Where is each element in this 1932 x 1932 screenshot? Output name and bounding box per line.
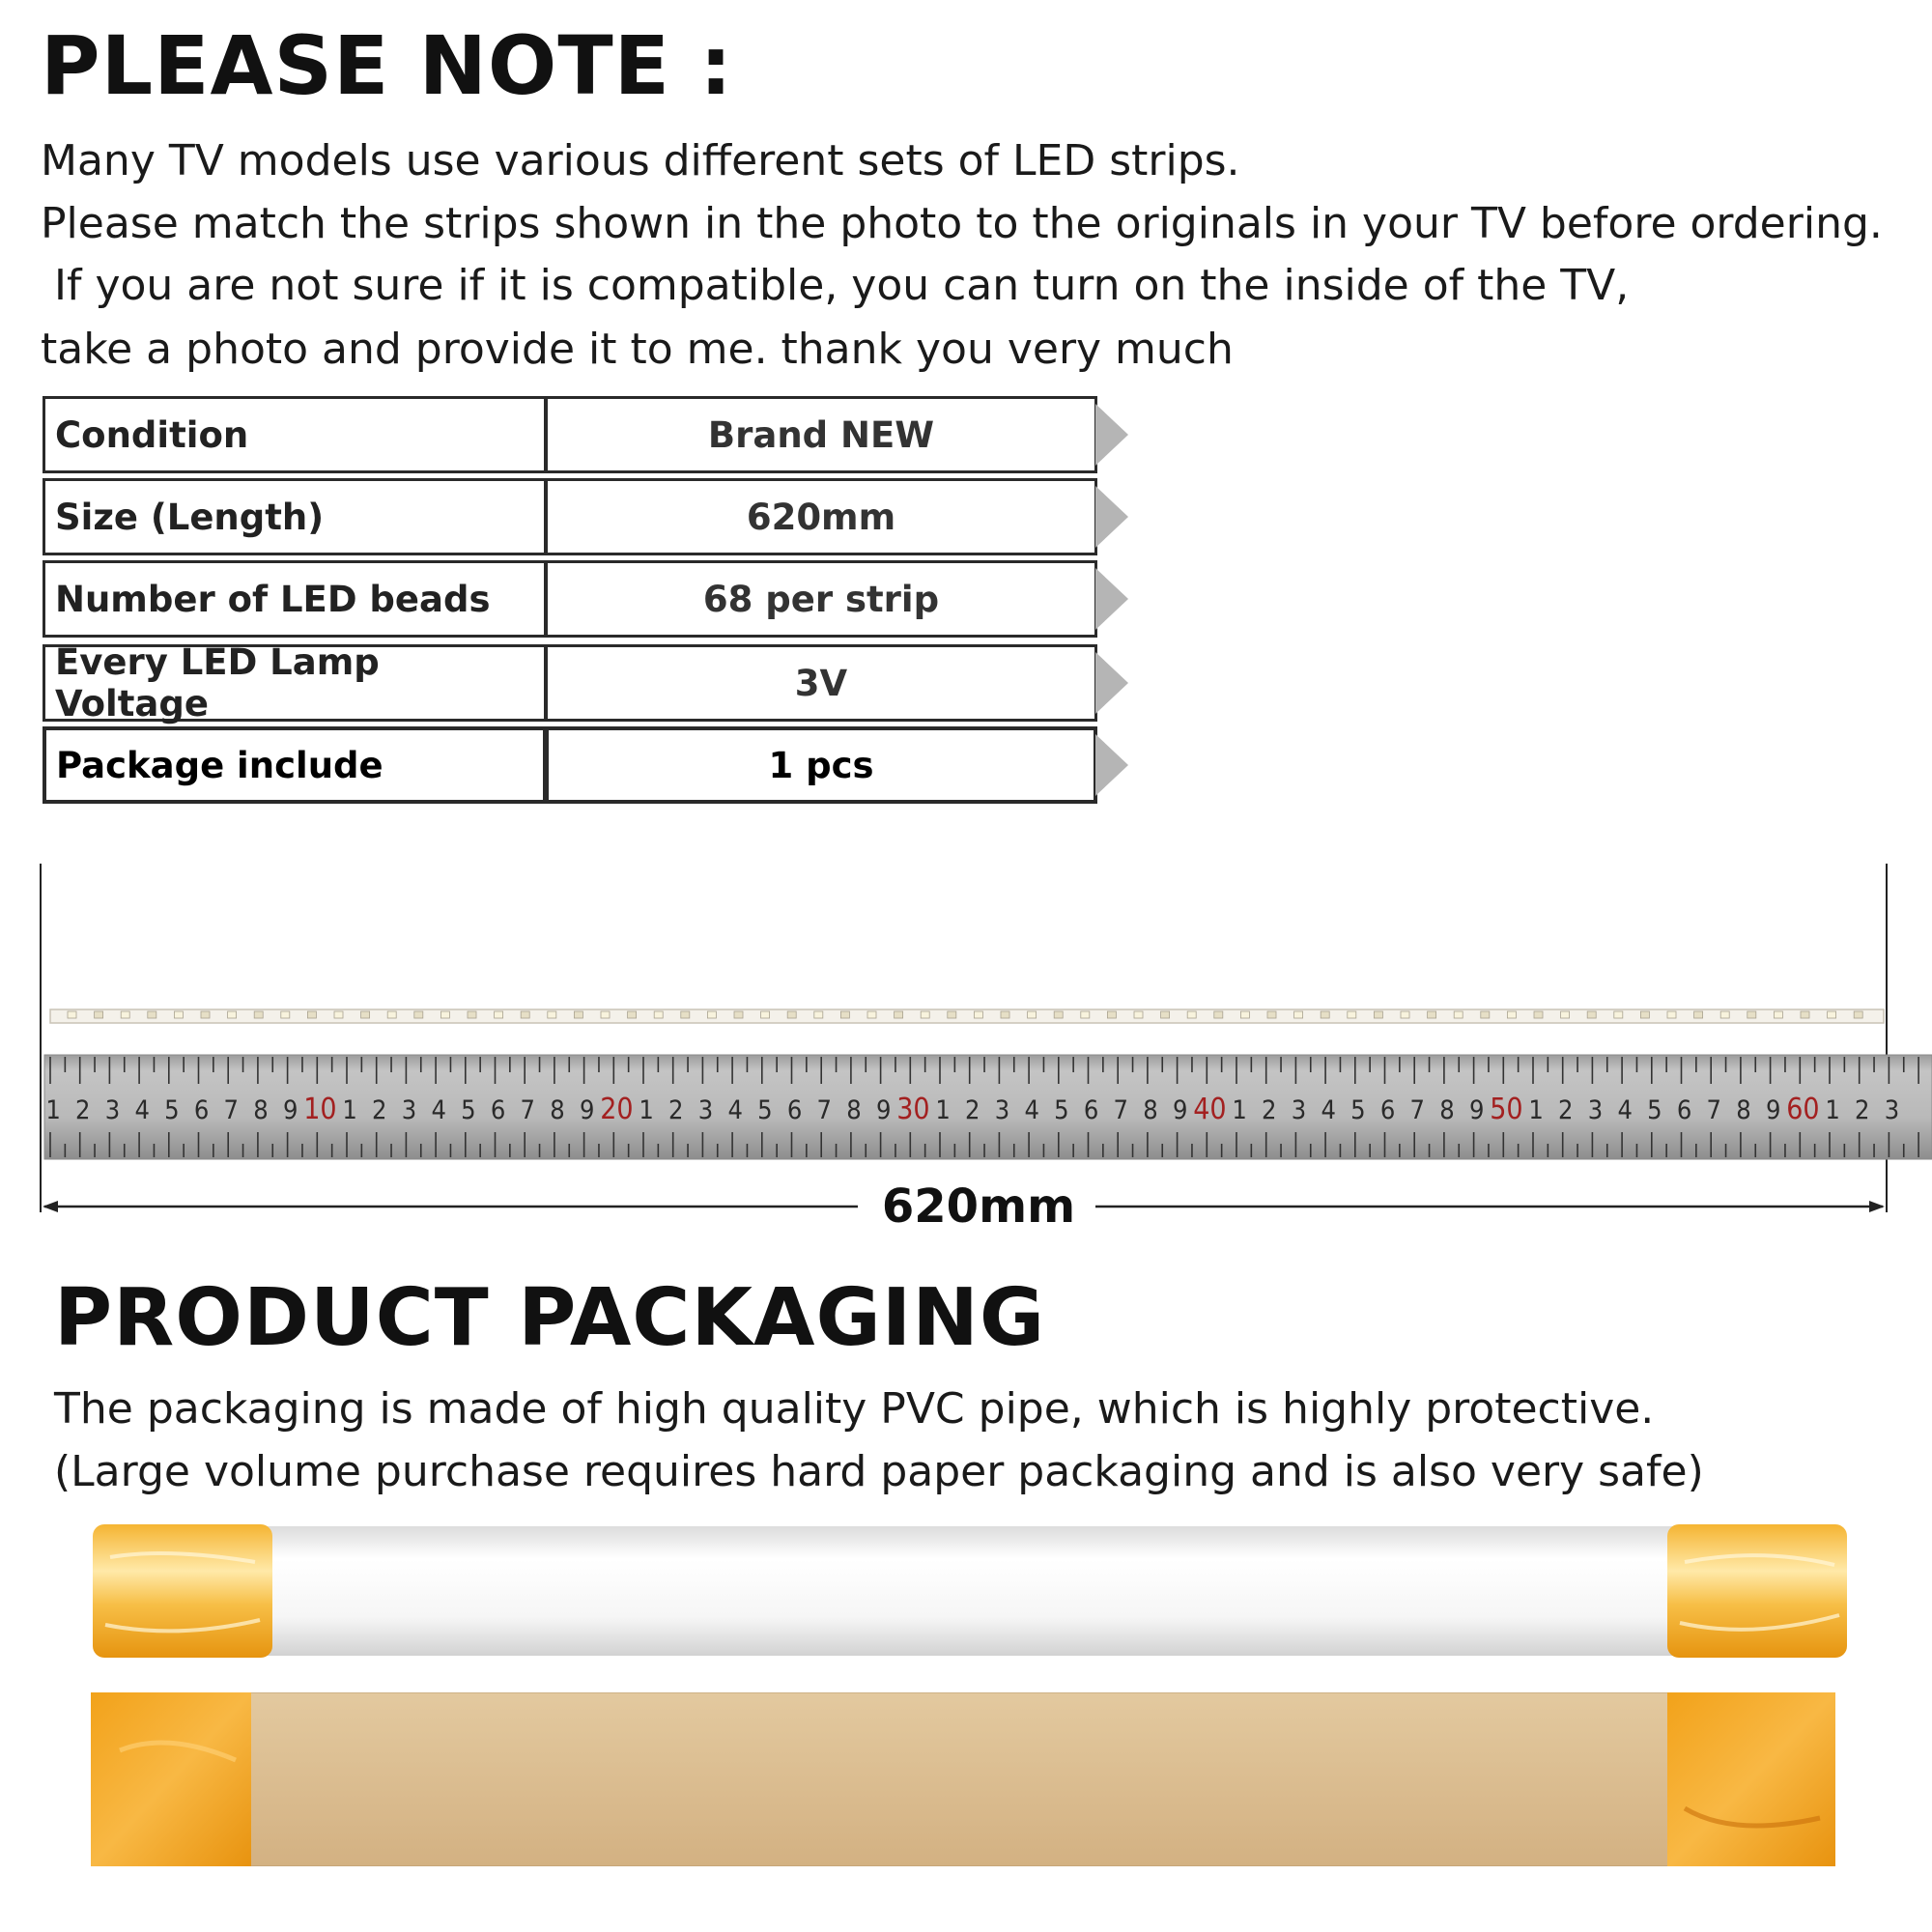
led-bead	[1081, 1011, 1090, 1018]
spec-value: Brand NEW	[545, 396, 1097, 473]
ruler-tick-label: 3	[1587, 1095, 1604, 1125]
ruler-decade-label: 30	[896, 1093, 930, 1126]
spec-row-condition	[43, 396, 1053, 473]
led-bead	[1401, 1011, 1409, 1018]
ruler-tick-label: 4	[727, 1095, 743, 1125]
arrow-right-icon	[1095, 734, 1128, 796]
ruler-tick-label: 5	[1350, 1095, 1366, 1125]
led-bead	[1107, 1011, 1116, 1018]
ruler-tick-label: 9	[875, 1095, 892, 1125]
led-bead	[1561, 1011, 1570, 1018]
ruler-tick-label: 6	[193, 1095, 210, 1125]
led-bead	[1694, 1011, 1703, 1018]
ruler-tick-label: 8	[846, 1095, 862, 1125]
led-bead	[307, 1011, 316, 1018]
arrow-right-icon	[1095, 568, 1128, 630]
ruler-tick-label: 1	[639, 1095, 654, 1125]
ruler-tick-label: 6	[1083, 1095, 1099, 1125]
led-bead	[1720, 1011, 1729, 1018]
kraft-paper-package	[91, 1692, 1835, 1866]
led-bead	[228, 1011, 237, 1018]
ruler-tick-label: 2	[1855, 1095, 1870, 1125]
led-bead	[387, 1011, 396, 1018]
ruler-tick-label: 3	[1884, 1095, 1900, 1125]
ruler-tick-label: 9	[1765, 1095, 1781, 1125]
ruler-tick-label: 4	[431, 1095, 446, 1125]
led-bead	[1028, 1011, 1037, 1018]
led-bead	[548, 1011, 556, 1018]
ruler-tick-label: 6	[1379, 1095, 1396, 1125]
ruler-tick-label: 7	[223, 1095, 239, 1125]
ruler-tick-label: 4	[1024, 1095, 1039, 1125]
pvc-tube-package	[91, 1519, 1849, 1663]
led-bead	[840, 1011, 849, 1018]
length-label: 620mm	[881, 1179, 1076, 1234]
ruler-tick-label: 1	[935, 1095, 951, 1125]
led-bead	[174, 1011, 183, 1018]
led-bead	[521, 1011, 529, 1018]
spec-label: Condition	[43, 396, 547, 473]
led-bead	[1828, 1011, 1836, 1018]
ruler-decade-label: 60	[1786, 1093, 1820, 1126]
dimension-arrow	[43, 1179, 1885, 1234]
led-bead	[921, 1011, 929, 1018]
led-bead	[601, 1011, 610, 1018]
spec-row-package	[43, 726, 1053, 804]
spec-label: Size (Length)	[43, 478, 547, 555]
led-bead	[1801, 1011, 1809, 1018]
tape-right	[1667, 1692, 1835, 1866]
ruler-tick-label: 2	[75, 1095, 91, 1125]
note-line-2: Please match the strips shown in the photo to the originals in your TV before ordering.	[41, 199, 1883, 248]
ruler-tick-label: 2	[965, 1095, 980, 1125]
tape-left	[93, 1524, 272, 1658]
ruler-tick-label: 8	[550, 1095, 565, 1125]
packaging-line-1: The packaging is made of high quality PVC pipe, which is highly protective.	[54, 1384, 1655, 1434]
led-bead	[68, 1011, 76, 1018]
led-bead	[1348, 1011, 1356, 1018]
ruler-tick-label: 9	[282, 1095, 298, 1125]
led-bead	[1294, 1011, 1303, 1018]
ruler-tick-label: 2	[668, 1095, 684, 1125]
ruler-tick-label: 3	[104, 1095, 121, 1125]
led-bead	[867, 1011, 876, 1018]
led-bead	[1374, 1011, 1382, 1018]
led-bead	[681, 1011, 690, 1018]
led-bead	[974, 1011, 982, 1018]
ruler-tick-label: 6	[490, 1095, 506, 1125]
led-bead	[1240, 1011, 1249, 1018]
led-bead	[281, 1011, 290, 1018]
spec-value: 68 per strip	[545, 560, 1097, 638]
ruler-tick-label: 2	[1262, 1095, 1277, 1125]
ruler-tick-label: 6	[786, 1095, 803, 1125]
ruler-tick-label: 2	[372, 1095, 387, 1125]
spec-value: 1 pcs	[545, 726, 1097, 804]
ruler-decade-label: 20	[600, 1093, 634, 1126]
ruler-tick-label: 5	[1054, 1095, 1069, 1125]
led-bead	[361, 1011, 370, 1018]
led-bead	[95, 1011, 103, 1018]
led-bead	[1428, 1011, 1436, 1018]
ruler-tick-label: 2	[1558, 1095, 1574, 1125]
arrow-left-icon	[43, 1201, 58, 1212]
note-line-4: take a photo and provide it to me. thank you very much	[41, 325, 1234, 374]
led-bead	[440, 1011, 449, 1018]
ruler-decade-label: 50	[1490, 1093, 1523, 1126]
ruler-tick-label: 7	[1706, 1095, 1721, 1125]
led-bead	[1614, 1011, 1623, 1018]
led-bead	[121, 1011, 129, 1018]
ruler-tick-label: 8	[1439, 1095, 1455, 1125]
ruler-tick-label: 7	[1409, 1095, 1425, 1125]
led-bead	[787, 1011, 796, 1018]
ruler-decade-label: 10	[303, 1093, 337, 1126]
ruler-tick-label: 3	[401, 1095, 417, 1125]
led-bead	[1214, 1011, 1223, 1018]
led-bead	[1454, 1011, 1463, 1018]
led-bead	[334, 1011, 343, 1018]
spec-row-led-beads	[43, 560, 1053, 638]
led-bead	[628, 1011, 637, 1018]
spec-row-voltage	[43, 641, 1053, 724]
ruler-tick-label: 4	[134, 1095, 150, 1125]
note-line-3: If you are not sure if it is compatible, you can turn on the inside of the TV,	[41, 261, 1630, 310]
ruler-tick-label: 3	[994, 1095, 1010, 1125]
spec-value: 620mm	[545, 478, 1097, 555]
ruler-tick-label: 5	[164, 1095, 180, 1125]
arrow-right-icon	[1095, 652, 1128, 714]
led-bead	[1001, 1011, 1009, 1018]
led-strip	[50, 1009, 1884, 1023]
ruler-tick-label: 1	[1232, 1095, 1247, 1125]
led-bead	[1054, 1011, 1063, 1018]
led-bead	[707, 1011, 716, 1018]
steel-ruler	[44, 1055, 1932, 1159]
ruler-tick-label: 9	[1172, 1095, 1188, 1125]
led-bead	[1774, 1011, 1782, 1018]
led-bead	[254, 1011, 263, 1018]
led-bead	[574, 1011, 582, 1018]
led-bead	[495, 1011, 503, 1018]
tape-left	[91, 1692, 251, 1866]
led-bead	[1321, 1011, 1329, 1018]
led-bead	[1747, 1011, 1756, 1018]
spec-label: Every LED Lamp Voltage	[43, 644, 547, 722]
led-bead	[1134, 1011, 1143, 1018]
led-bead	[1507, 1011, 1516, 1018]
led-bead	[1587, 1011, 1596, 1018]
ruler-tick-label: 9	[579, 1095, 595, 1125]
led-bead	[1481, 1011, 1490, 1018]
ruler-tick-label: 7	[520, 1095, 535, 1125]
ruler-tick-label: 4	[1617, 1095, 1633, 1125]
ruler-tick-label: 7	[816, 1095, 832, 1125]
ruler-tick-label: 5	[1647, 1095, 1662, 1125]
led-bead	[148, 1011, 156, 1018]
ruler-tick-label: 8	[1143, 1095, 1158, 1125]
led-bead	[1267, 1011, 1276, 1018]
ruler-tick-label: 1	[342, 1095, 357, 1125]
spec-row-size	[43, 478, 1053, 555]
arrow-right-icon	[1869, 1201, 1885, 1212]
ruler-tick-label: 1	[45, 1095, 61, 1125]
led-bead	[948, 1011, 956, 1018]
ruler-tick-label: 8	[253, 1095, 269, 1125]
ruler-tick-label: 1	[1528, 1095, 1544, 1125]
ruler-decade-label: 40	[1193, 1093, 1227, 1126]
led-bead	[414, 1011, 423, 1018]
led-bead	[1187, 1011, 1196, 1018]
ruler-tick-label: 3	[697, 1095, 714, 1125]
arrow-right-icon	[1095, 404, 1128, 466]
tape-right	[1667, 1524, 1847, 1658]
spec-value: 3V	[545, 644, 1097, 722]
packaging-line-2: (Large volume purchase requires hard paper packaging and is also very safe)	[54, 1447, 1704, 1496]
led-bead	[1534, 1011, 1543, 1018]
led-bead	[734, 1011, 743, 1018]
please-note-title: PLEASE NOTE :	[41, 18, 733, 113]
spec-label: Number of LED beads	[43, 560, 547, 638]
ruler-tick-label: 7	[1113, 1095, 1128, 1125]
led-bead	[1854, 1011, 1862, 1018]
ruler-tick-label: 3	[1291, 1095, 1307, 1125]
spec-label: Package include	[43, 726, 547, 804]
ruler-tick-label: 9	[1468, 1095, 1485, 1125]
arrow-right-icon	[1095, 486, 1128, 548]
led-bead	[1161, 1011, 1170, 1018]
note-line-1: Many TV models use various different sets of LED strips.	[41, 136, 1240, 185]
ruler-tick-label: 1	[1825, 1095, 1840, 1125]
packaging-title: PRODUCT PACKAGING	[54, 1272, 1046, 1364]
led-bead	[201, 1011, 210, 1018]
led-bead	[814, 1011, 823, 1018]
led-bead	[468, 1011, 476, 1018]
ruler-tick-label: 4	[1321, 1095, 1336, 1125]
ruler-tick-label: 5	[461, 1095, 476, 1125]
led-bead	[1640, 1011, 1649, 1018]
ruler-tick-label: 8	[1736, 1095, 1751, 1125]
led-bead	[1667, 1011, 1676, 1018]
led-bead	[895, 1011, 903, 1018]
led-bead	[654, 1011, 663, 1018]
ruler-tick-label: 5	[757, 1095, 773, 1125]
ruler-tick-label: 6	[1676, 1095, 1692, 1125]
led-bead	[761, 1011, 770, 1018]
led-strip-ruler-figure	[0, 860, 1932, 1236]
